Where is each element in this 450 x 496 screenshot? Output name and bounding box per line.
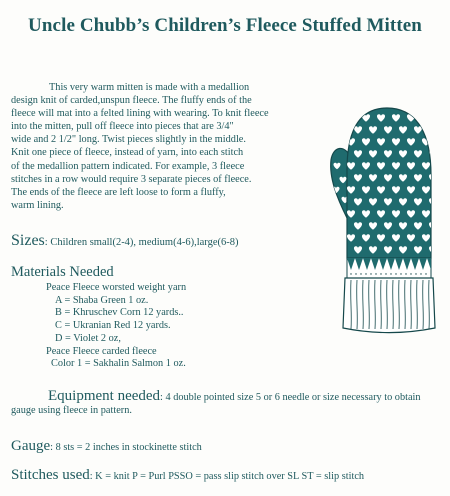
- band-dot: [380, 273, 381, 274]
- mitten-illustration: [325, 100, 441, 336]
- page-title: Uncle Chubb’s Children’s Fleece Stuffed Mitten: [28, 15, 422, 36]
- band-dot: [350, 273, 351, 274]
- intro-line: stitches in a row would require 3 separate pieces of fleece.: [11, 173, 252, 185]
- materials-line: B = Khruschev Corn 12 yards..: [55, 307, 184, 319]
- sizes-label: Sizes: [11, 232, 45, 249]
- mitten-body: [347, 108, 437, 258]
- heart-motif: [347, 114, 355, 122]
- equipment-value: : 4 double pointed size 5 or 6 needle or size necessary to obtain gauge using fleece in pattern.: [11, 392, 421, 416]
- intro-line: fleece will mat into a felted lining with wearing. To knit fleece: [11, 108, 269, 120]
- band-dot: [395, 273, 396, 274]
- materials-line: A = Shaba Green 1 oz.: [55, 294, 149, 306]
- band-dot: [415, 273, 416, 274]
- sizes-section: [11, 232, 239, 250]
- mitten-cuff: [343, 278, 435, 333]
- materials-line: Peace Fleece worsted weight yarn: [46, 282, 187, 293]
- materials-line: Color 1 = Sakhalin Salmon 1 oz.: [51, 358, 186, 370]
- stitches-value: : K = knit P = Purl PSSO = pass slip stitch over SL ST = slip stitch: [89, 471, 365, 482]
- sizes-value: : Children small(2-4), medium(4-6),large(6-8): [44, 237, 239, 248]
- stitches-label: Stitches used: [11, 467, 90, 483]
- heart-motif: [422, 114, 430, 122]
- intro-line: design knit of carded,unspun fleece. The fluffy ends of the: [11, 95, 252, 107]
- band-dot: [375, 273, 376, 274]
- band-dot: [425, 273, 426, 274]
- intro-line: warm lining.: [11, 199, 64, 211]
- band-dot: [400, 273, 401, 274]
- band-dot: [360, 273, 361, 274]
- band-dot: [365, 273, 366, 274]
- heart-motif: [429, 126, 437, 134]
- band-dot: [390, 273, 391, 274]
- intro-line: Knit one piece of fleece, instead of yarn, into each stitch: [11, 147, 244, 159]
- equipment-section: [11, 390, 443, 417]
- band-dot: [370, 273, 371, 274]
- equipment-label: Equipment needed: [48, 388, 161, 404]
- materials-line: C = Ukranian Red 12 yards.: [55, 320, 171, 332]
- materials-list: [11, 282, 186, 371]
- materials-heading: Materials Needed: [11, 264, 114, 280]
- band-dot: [410, 273, 411, 274]
- materials-line: D = Violet 2 oz,: [55, 332, 121, 344]
- band-dot: [405, 273, 406, 274]
- gauge-label: Gauge: [11, 438, 51, 454]
- materials-line: Peace Fleece carded fleece: [46, 345, 157, 357]
- intro-line: wide and 2 1/2" long. Twist pieces slightly in the middle.: [11, 134, 246, 146]
- band-dot: [420, 273, 421, 274]
- intro-line: into the mitten, pull off fleece into pieces that are 3/4": [11, 121, 234, 133]
- band-dot: [385, 273, 386, 274]
- intro-line: of the medallion pattern indicated. For example, 3 fleece: [11, 160, 245, 172]
- stitches-section: [11, 467, 364, 484]
- intro-paragraph: [11, 81, 331, 212]
- band-dot: [355, 273, 356, 274]
- intro-line: This very warm mitten is made with a medallion: [49, 82, 250, 93]
- mitten-band: [347, 258, 431, 278]
- intro-line: The ends of the fleece are left loose to form a fluffy,: [11, 186, 226, 198]
- gauge-section: [11, 438, 202, 455]
- gauge-value: : 8 sts = 2 inches in stockinette stitch: [50, 442, 202, 453]
